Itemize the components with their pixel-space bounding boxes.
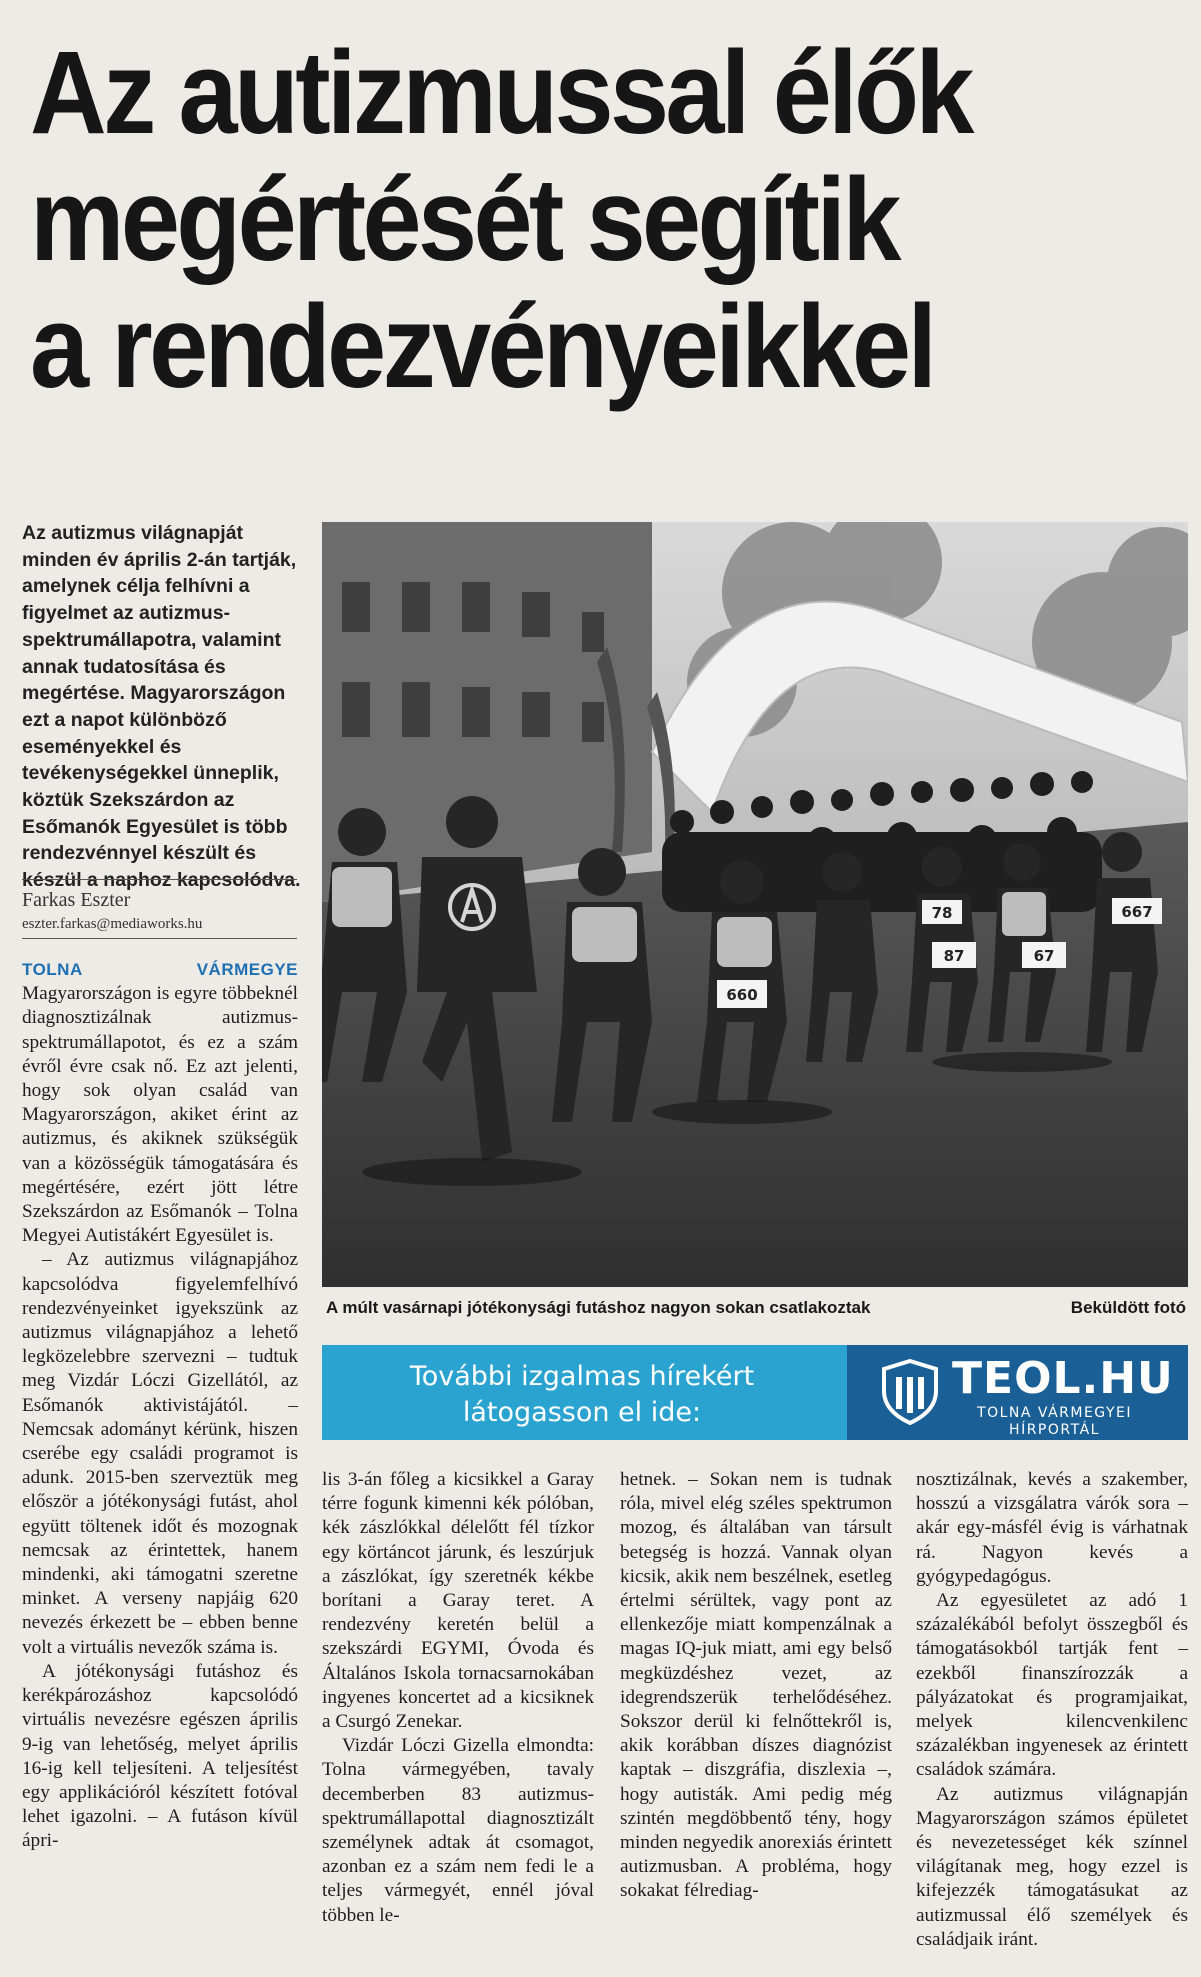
paragraph xyxy=(22,958,298,1248)
article-photo xyxy=(322,522,1188,1287)
teol-banner[interactable] xyxy=(322,1345,1188,1440)
paragraph: nosztizálnak, kevés a szakember, hosszú a vizsgálatra várók sora – akár egy-másfél évig is várhatnak rá. Nagyon kevés a gyógypedagógus. xyxy=(916,1469,1188,1587)
bib-number: 78 xyxy=(931,904,953,922)
banner-line-1: További izgalmas hírekért xyxy=(409,1361,755,1392)
banner-sub-2: HÍRPORTÁL xyxy=(1009,1422,1100,1438)
photo-caption xyxy=(326,1298,1186,1322)
paragraph: Az egyesületet az adó 1 százalékából befolyt összegből és támogatásokból tartják fent – ezekből finanszírozzák a pályázatokat és programjaikat, melyek kilencvenkilenc százalékban ingyenesek az érintett családok számára. xyxy=(916,1590,1188,1781)
runners-photo xyxy=(322,522,1188,1287)
article-column-4 xyxy=(916,1468,1188,1952)
banner-logo-panel xyxy=(847,1345,1188,1440)
banner-sub-1: TOLNA VÁRMEGYEI xyxy=(977,1405,1132,1421)
banner-text-panel xyxy=(322,1345,847,1440)
lead-paragraph: Az autizmus világnapját minden év április 2-án tartják, amelynek célja felhívni a figyelmet az autizmus-spektrumállapotra, valamint annak tudatosítása és megértése. Magyarországon ezt a napot különböző eseményekkel és tevékenységekkel ünneplik, köztük Szekszárdon az Esőmanók Egyesület is több rendezvénnyel készült és készül a naphoz kapcsolódva. xyxy=(22,522,301,892)
headline-line: megértését segítik xyxy=(30,154,898,286)
shield-icon xyxy=(882,1359,938,1425)
article-column-3 xyxy=(620,1468,892,1904)
paragraph-text: Magyarországon is egyre többeknél diagnosztizálnak autizmus-spektrumállapotot, és ez a szám évről évre csak nő. Ez azt jelenti, hogy sok olyan család van Magyarországon, akiket érint az autizmus, és akiknek szükségük van a közösségük támogatására és megértésére, ezért jött létre Szekszárdon az Esőmanók – Tolna Megyei Autistákért Egyesület is. xyxy=(22,983,298,1247)
paragraph: – Az autizmus világnapjához kapcsolódva figyelemfelhívó rendezvényeinket igyekszünk az autizmus világnapjához a lehető legközelebbre szervezni – tudtuk meg Vizdár Lóczi Gizellától, az Esőmanók aktivistájától. – Nemcsak adományt kérünk, hiszen cserébe egy családi programot is adunk. 2015-ben szerveztük meg először a jótékonysági futást, ahol együtt töltenek időt és mozognak nemcsak az érintettek, hanem mindenki, aki támogatni szeretne minket. A verseny napjáig 620 nevezés érkezett be – ebben benne volt a virtuális nevezők száma is. xyxy=(22,1249,298,1658)
caption-text: A múlt vasárnapi jótékonysági futáshoz nagyon sokan csatlakoztak xyxy=(326,1298,871,1317)
paragraph: lis 3-án főleg a kicsikkel a Garay térre fogunk kimenni kék pólóban, kék zászlókkal délelőtt fél tízkor egy körtáncot járunk, és leszúrjuk a zászlókat, így szeretnék kékbe borítani a Garay teret. A rendezvény keretén belül a szekszárdi EGYMI, Óvoda és Általános Iskola tornacsarnokában ingyenes koncertet ad a kicsiknek a Csurgó Zenekar. xyxy=(322,1469,594,1733)
photo-credit: Beküldött fotó xyxy=(1070,1298,1186,1317)
article-column-2 xyxy=(322,1468,594,1928)
bib-number: 67 xyxy=(1033,947,1055,965)
bib-number: 660 xyxy=(726,986,758,1004)
banner-logo-subtitle xyxy=(952,1405,1157,1439)
divider xyxy=(22,879,297,880)
banner-line-2: látogasson el ide: xyxy=(462,1397,702,1428)
location-kicker: TOLNA VÁRMEGYE xyxy=(22,960,298,979)
banner-logo-text: TEOL.HU xyxy=(952,1353,1174,1404)
author-name: Farkas Eszter xyxy=(22,889,131,911)
divider xyxy=(22,938,297,939)
headline xyxy=(30,27,1065,413)
headline-line: Az autizmussal élők xyxy=(30,27,971,159)
bib-number: 87 xyxy=(943,947,965,965)
headline-line: a rendezvényeikkel xyxy=(30,281,934,413)
paragraph: A jótékonysági futáshoz és kerékpározáshoz kapcsolódó virtuális nevezésre egészen április 9-ig van lehetőség, melyet április 16-ig kell teljesíteni. A teljesítést egy applikációról készített fotóval lehet igazolni. – A futáson kívül ápri- xyxy=(22,1660,298,1852)
paragraph: Vizdár Lóczi Gizella elmondta: Tolna vármegyében, tavaly decemberben 83 autizmus-spektrumállapottal diagnosztizált személynek adtak át csomagot, azonban ez a szám nem fedi le a teljes vármegyét, ennél jóval többen le- xyxy=(322,1735,594,1926)
paragraph: hetnek. – Sokan nem is tudnak róla, mivel elég széles spektrumon mozog, és általában van társult betegség is hozzá. Vannak olyan kicsik, akik nem beszélnek, esetleg értelmi sérültek, vagy pont az ellenkezője miatt kompenzálnak a magas IQ-juk miatt, ami egy belső megküzdéshez vezet, az idegrendszerük terhelődéséhez. Sokszor derül ki felnőttekről is, akik korábban díszes diagnózist kaptak – diszgráfia, diszlexia –, hogy autisták. Ami pedig még szintén megdöbbentő tény, hogy minden negyedik anorexiás érintett autizmusban. A probléma, hogy sokakat félrediag- xyxy=(620,1469,892,1902)
article-column-1 xyxy=(22,958,298,1854)
paragraph: Az autizmus világnapján Magyarországon számos épületet és nevezetességet kék színnel világítanak meg, hogy ezzel is kifejezzék támogatásukat az autizmussal élő személyek és családjaik iránt. xyxy=(916,1783,1188,1950)
author-email: eszter.farkas@mediaworks.hu xyxy=(22,916,203,932)
bib-number: 667 xyxy=(1121,903,1153,921)
